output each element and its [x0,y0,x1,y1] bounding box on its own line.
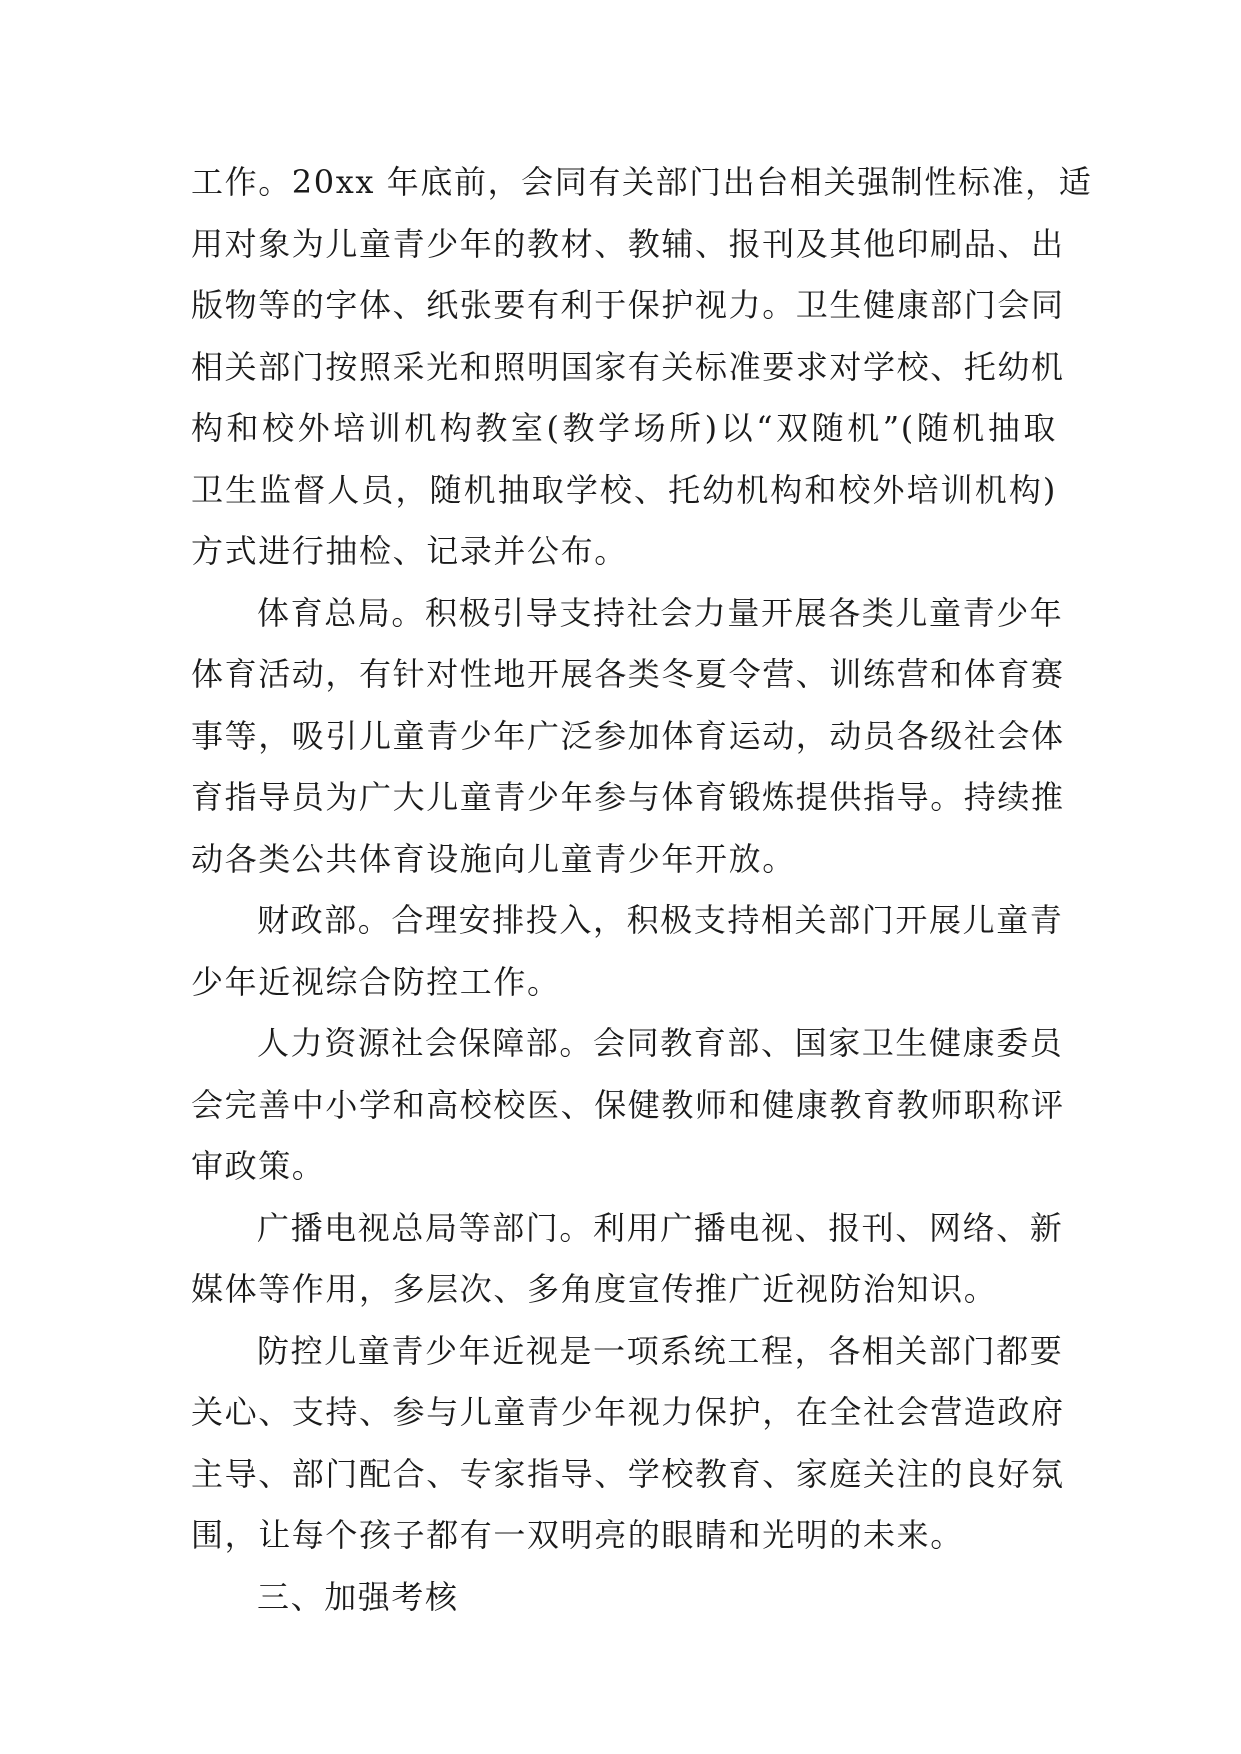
document-body [191,152,1093,1628]
text-line: 育指导员为广大儿童青少年参与体育锻炼提供指导。持续推 [191,778,1065,816]
text-line: 防控儿童青少年近视是一项系统工程，各相关部门都要 [257,1331,1064,1370]
text-line: 少年近视综合防控工作。 [191,962,561,1001]
text-line: 用对象为儿童青少年的教材、教辅、报刊及其他印刷品、出 [191,224,1065,263]
text-line: 方式进行抽检、记录并公布。 [191,532,628,570]
text-line: 相关部门按照采光和照明国家有关标准要求对学校、托幼机 [191,347,1065,386]
text-line: 体育总局。积极引导支持社会力量开展各类儿童青少年 [257,593,1064,632]
section-heading-text: 三、加强考核 [257,1577,459,1616]
text-line: 围，让每个孩子都有一双明亮的眼睛和光明的未来。 [191,1516,964,1554]
text-line: 版物等的字体、纸张要有利于保护视力。卫生健康部门会同 [191,286,1065,324]
text-line: 审政策。 [191,1147,326,1185]
paragraph-6 [191,1321,1065,1567]
text-line: 体育活动，有针对性地开展各类冬夏令营、训练营和体育赛 [191,655,1065,693]
text-line: 广播电视总局等部门。利用广播电视、报刊、网络、新 [257,1208,1064,1247]
text-line: 人力资源社会保障部。会同教育部、国家卫生健康委员 [257,1024,1064,1062]
text-line: 事等，吸引儿童青少年广泛参加体育运动，动员各级社会体 [191,716,1065,755]
text-line: 工作。20xx 年底前，会同有关部门出台相关强制性标准，适 [191,163,1093,201]
section-heading [191,1567,1057,1629]
text-line: 主导、部门配合、专家指导、学校教育、家庭关注的良好氛 [191,1454,1065,1493]
paragraph-5 [191,1198,1064,1321]
text-line: 会完善中小学和高校校医、保健教师和健康教育教师职称评 [191,1085,1065,1124]
text-line: 财政部。合理安排投入，积极支持相关部门开展儿童青 [257,901,1064,939]
paragraph-2 [191,583,1065,891]
text-line: 媒体等作用，多层次、多角度宣传推广近视防治知识。 [191,1270,998,1308]
text-line: 构和校外培训机构教室(教学场所)以“双随机”(随机抽取 [191,409,1057,447]
text-line: 关心、支持、参与儿童青少年视力保护，在全社会营造政府 [191,1393,1065,1431]
text-line: 动各类公共体育设施向儿童青少年开放。 [191,839,796,878]
paragraph-3 [191,890,1064,1013]
paragraph-1 [191,152,1093,583]
text-line: 卫生监督人员，随机抽取学校、托幼机构和校外培训机构) [191,470,1057,509]
paragraph-4 [191,1013,1065,1198]
